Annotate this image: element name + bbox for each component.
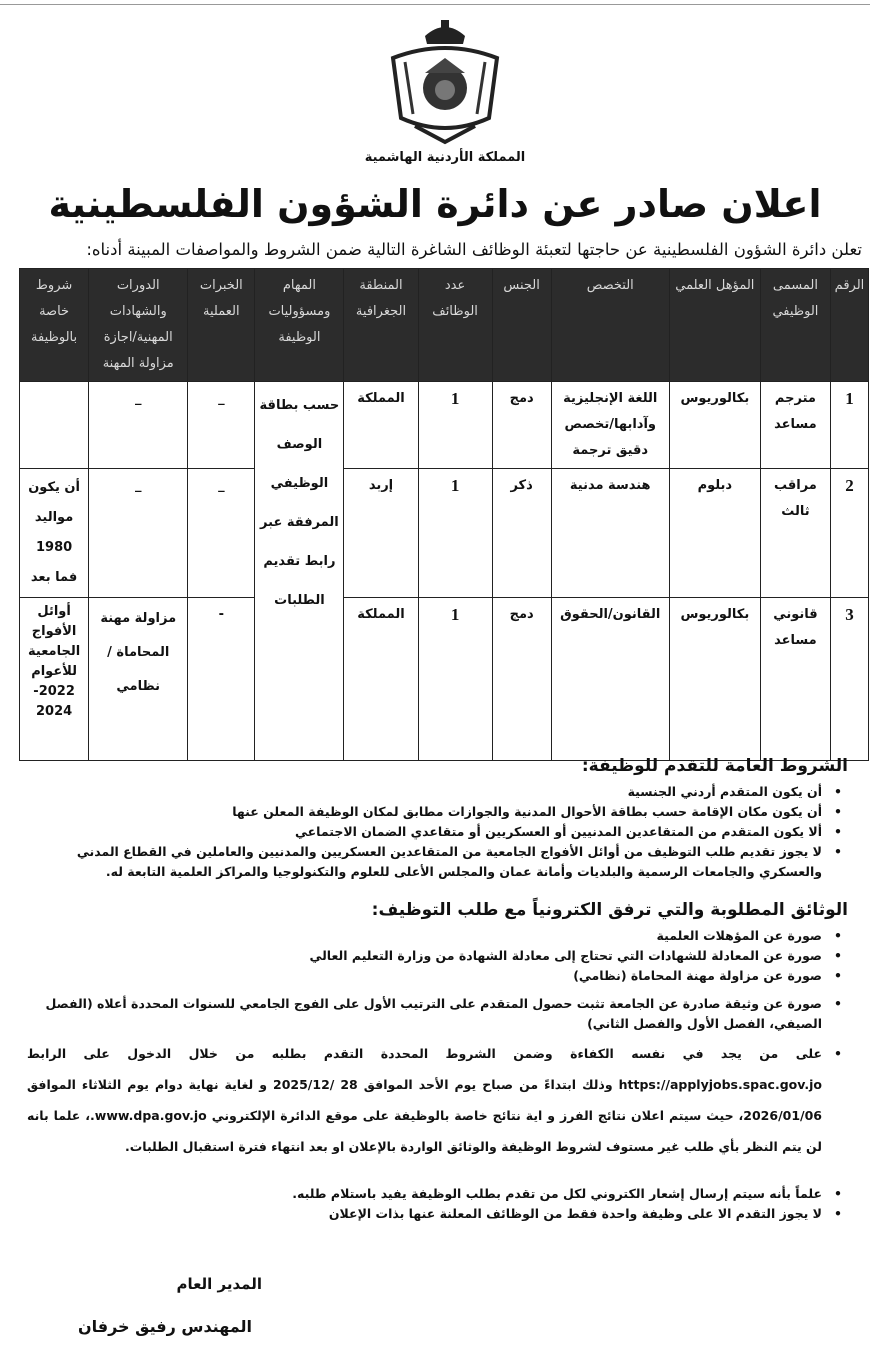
cell-count: 1 — [418, 382, 492, 469]
cell-special — [20, 382, 89, 469]
cell-specialty: اللغة الإنجليزية وآدابها/تخصص دقيق ترجمة — [551, 382, 669, 469]
list-item: • صورة عن وثيقة صادرة عن الجامعة تثبت حصول المتقدم على الترتيب الأول على الفوج الجامعي للسنوات المحددة أعلاه (الفصل الصيفي، الفصل الأول والفصل الثاني) — [22, 994, 822, 1034]
cell-number: 1 — [830, 382, 868, 469]
cell-count: 1 — [418, 598, 492, 761]
list-item: • على من يجد في نفسه الكفاءة وضمن الشروط المحددة التقدم بطلبه من خلال الدخول على الرابط https://applyjobs.spac.gov.jo وذلك ابتداءً من صباح يوم الأحد الموافق 28 /2025/12 و لغاية نهاية دوام يوم الثلاثاء الموافق 2026/01/06، حيث سيتم اعلان نتائج الفرز و اية نتائج خاصة بالوظيفة على موقع الدائرة الإلكتروني www.dpa.gov.jo.، علما بانه لن يتم النظر بأي طلب غير مستوف لشروط الوظيفة والوثائق الواردة بالإعلان او بعد انتهاء فترة استقبال الطلبات. — [27, 1038, 822, 1162]
apply-instructions — [27, 1038, 848, 1162]
col-header-specialty: التخصص — [551, 269, 669, 382]
list-item: • صورة عن مزاولة مهنة المحاماة (نظامي) — [22, 966, 822, 986]
cell-region: المملكة — [344, 598, 418, 761]
cell-tasks: حسب بطاقة الوصف الوظيفي المرفقة عبر رابط تقديم الطلبات — [255, 382, 344, 761]
jordan-coat-of-arms-emblem — [385, 18, 505, 146]
intro-text: تعلن دائرة الشؤون الفلسطينية عن حاجتها لتعبئة الوظائف الشاغرة التالية ضمن الشروط والمواصفات المبينة أدناه: — [86, 240, 862, 259]
general-conditions-heading: الشروط العامة للتقدم للوظيفة: — [581, 756, 848, 776]
cell-experience: _ — [188, 469, 255, 598]
documents-list — [22, 926, 848, 1034]
col-header-experience: الخبرات العملية — [188, 269, 255, 382]
cell-region: إربد — [344, 469, 418, 598]
cell-experience: _ — [188, 382, 255, 469]
cell-courses: _ — [89, 382, 188, 469]
table-row — [20, 598, 869, 761]
cell-courses: مزاولة مهنة المحاماة /نظامي — [89, 598, 188, 761]
top-border — [0, 4, 870, 5]
cell-courses: _ — [89, 469, 188, 598]
emblem-caption: المملكة الأردنية الهاشمية — [364, 150, 526, 165]
col-header-title: المسمى الوظيفي — [760, 269, 830, 382]
cell-qualification: دبلوم — [669, 469, 760, 598]
list-item: • أن يكون المتقدم أردني الجنسية — [32, 782, 822, 802]
page-title: اعلان صادر عن دائرة الشؤون الفلسطينية — [48, 182, 822, 226]
list-item: • علماً بأنه سيتم إرسال إشعار الكتروني لكل من تقدم بطلب الوظيفة يفيد باستلام طلبه. — [222, 1184, 822, 1204]
cell-special: أوائل الأفواج الجامعية للأعوام 2022-2024 — [20, 598, 89, 761]
signature-name: المهندس رفيق خرفان — [77, 1317, 252, 1336]
cell-gender: ذكر — [492, 469, 551, 598]
cell-number: 3 — [830, 598, 868, 761]
cell-number: 2 — [830, 469, 868, 598]
documents-heading: الوثائق المطلوبة والتي ترفق الكترونياً مع طلب التوظيف: — [371, 900, 848, 920]
list-item: • صورة عن المعادلة للشهادات التي تحتاج إلى معادلة الشهادة من وزارة التعليم العالي — [22, 946, 822, 966]
table-header-row — [20, 269, 869, 382]
table-row — [20, 469, 869, 598]
col-header-number: الرقم — [830, 269, 868, 382]
list-item: • صورة عن المؤهلات العلمية — [22, 926, 822, 946]
col-header-courses: الدورات والشهادات المهنية/اجازة مزاولة المهنة — [89, 269, 188, 382]
signature-role: المدير العام — [176, 1275, 262, 1293]
cell-title: مراقب ثالث — [760, 469, 830, 598]
cell-qualification: بكالوريوس — [669, 598, 760, 761]
col-header-special: شروط خاصة بالوظيفة — [20, 269, 89, 382]
col-header-tasks: المهام ومسؤوليات الوظيفة — [255, 269, 344, 382]
general-conditions-list — [32, 782, 848, 882]
cell-qualification: بكالوريوس — [669, 382, 760, 469]
table-row — [20, 382, 869, 469]
list-item: • لا يجوز تقديم طلب التوظيف من أوائل الأفواج الجامعية من المتقاعدين العسكريين والمدنيين والعاملين في القطاع المدني والعسكري والجامعات الرسمية والبلديات وأمانة عمان والمجلس الأعلى للعلوم والتكنولوجيا والمراكز العلمية التابعة له. — [32, 842, 822, 882]
list-item: • ألا يكون المتقدم من المتقاعدين المدنيين أو العسكريين أو متقاعدي الضمان الاجتماعي — [32, 822, 822, 842]
list-item: • أن يكون مكان الإقامة حسب بطاقة الأحوال المدنية والجوازات مطابق لمكان الوظيفة المعلن عنها — [32, 802, 822, 822]
cell-title: مترجم مساعد — [760, 382, 830, 469]
cell-special: أن يكون مواليد 1980 فما بعد — [20, 469, 89, 598]
cell-specialty: هندسة مدنية — [551, 469, 669, 598]
cell-experience: - — [188, 598, 255, 761]
col-header-region: المنطقة الجغرافية — [344, 269, 418, 382]
cell-gender: دمج — [492, 382, 551, 469]
col-header-qualification: المؤهل العلمي — [669, 269, 760, 382]
notes-list — [222, 1184, 848, 1224]
cell-title: قانوني مساعد — [760, 598, 830, 761]
jobs-table — [19, 268, 869, 761]
cell-gender: دمج — [492, 598, 551, 761]
cell-specialty: القانون/الحقوق — [551, 598, 669, 761]
cell-region: المملكة — [344, 382, 418, 469]
col-header-count: عدد الوظائف — [418, 269, 492, 382]
col-header-gender: الجنس — [492, 269, 551, 382]
cell-count: 1 — [418, 469, 492, 598]
list-item: • لا يجوز التقدم الا على وظيفة واحدة فقط من الوظائف المعلنة عنها بذات الإعلان — [222, 1204, 822, 1224]
